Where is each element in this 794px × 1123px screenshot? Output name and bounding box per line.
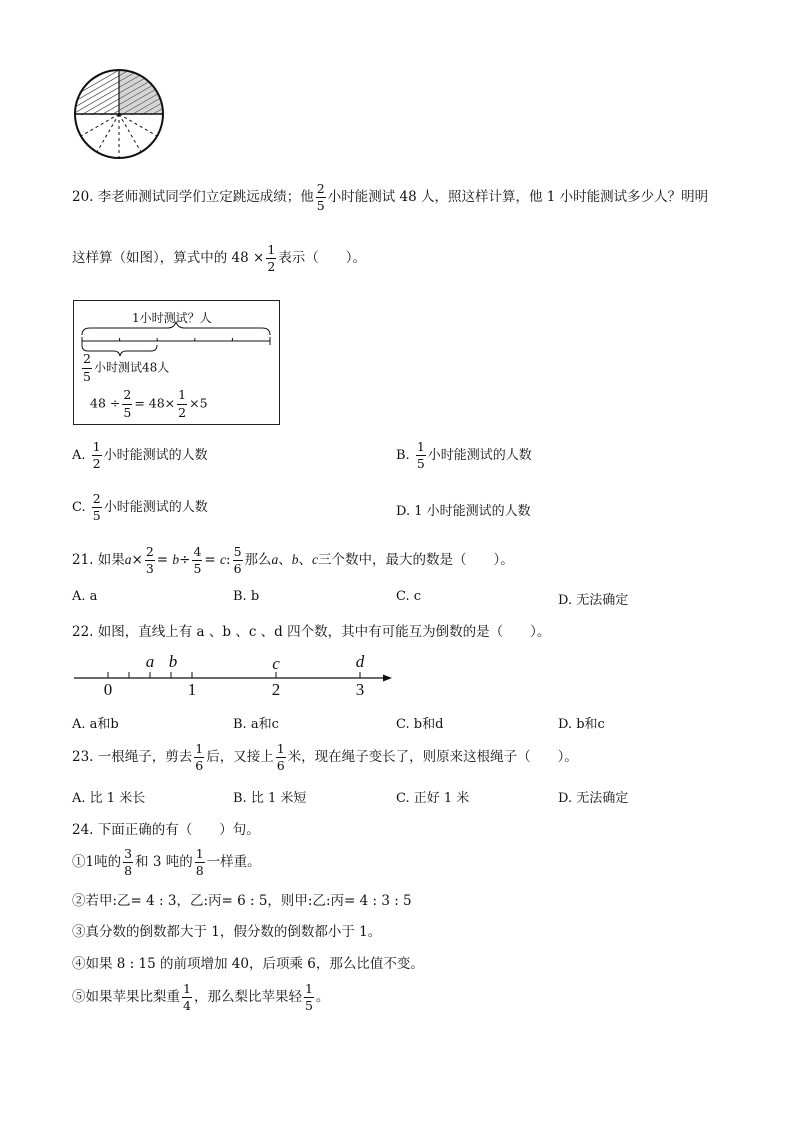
q23-option-d[interactable]: D. 无法确定: [558, 791, 629, 806]
tick-label-0: 0: [103, 680, 113, 699]
q24-statement-4: ④如果 8 : 15 的前项增加 40，后项乘 6，那么比值不变。: [72, 956, 424, 972]
fraction: $\frac{1}{2}$: [92, 438, 101, 471]
tick-label-3: 3: [355, 680, 365, 699]
q20-diagram-box: [73, 300, 280, 425]
q23-stem: 23. 一根绳子，剪去 $\frac{1}{6}$ 后，又接上 $\frac{1}{6}$ 米，现在绳子变长了，则原来这根绳子（ ）。: [72, 740, 578, 773]
point-label-d: d: [355, 652, 365, 671]
fraction: $\frac{2}{5}$: [83, 351, 91, 384]
box-equation: 48 ÷ $\frac{2}{5}$ = 48× $\frac{1}{2}$ ×5: [90, 387, 208, 420]
fraction: $\frac{1}{8}$: [195, 845, 204, 878]
segment-diagram: [74, 301, 279, 361]
circle-figure: [72, 68, 168, 162]
q23-option-a[interactable]: A. 比 1 米长: [72, 791, 146, 806]
q22-option-a[interactable]: A. a和b: [72, 717, 119, 732]
fraction: $\frac{1}{4}$: [183, 980, 191, 1013]
q21-option-a[interactable]: A. a: [72, 589, 98, 604]
fraction: $\frac{1}{6}$: [195, 740, 204, 773]
q24-statement-3: ③真分数的倒数都大于 1，假分数的倒数都小于 1。: [72, 924, 382, 940]
point-label-b: b: [168, 652, 178, 671]
box-top-label: 1小时测试？人: [132, 311, 212, 325]
tick-label-2: 2: [271, 680, 281, 699]
number-line: [70, 650, 400, 700]
q22-option-d[interactable]: D. b和c: [558, 717, 605, 732]
q23-option-b[interactable]: B. 比 1 米短: [233, 791, 307, 806]
q20-option-d[interactable]: D. 1 小时能测试的人数: [396, 504, 531, 519]
fraction: $\frac{2}{5}$: [316, 180, 325, 213]
q21-stem: 21. 如果a× $\frac{2}{3}$ = b÷ $\frac{4}{5}$ = c: $\frac{5}{6}$ 那么a、b、c三个数中，最大的数是（ ）。: [72, 543, 514, 576]
q23-option-c[interactable]: C. 正好 1 米: [396, 791, 470, 806]
q21-option-d[interactable]: D. 无法确定: [558, 593, 629, 608]
q22-option-b[interactable]: B. a和c: [233, 717, 279, 732]
fraction: $\frac{2}{3}$: [145, 543, 154, 576]
q21-option-c[interactable]: C. c: [396, 589, 422, 604]
fraction: $\frac{3}{8}$: [124, 845, 133, 878]
q20-line2: 这样算（如图），算式中的 48 × $\frac{1}{2}$ 表示（ ）。: [72, 241, 367, 274]
fraction: $\frac{5}{6}$: [233, 543, 242, 576]
fraction: $\frac{4}{5}$: [193, 543, 202, 576]
q22-stem: 22. 如图，直线上有 a 、b 、c 、d 四个数，其中有可能互为倒数的是（ ）。: [72, 624, 551, 640]
fraction: $\frac{1}{6}$: [276, 740, 285, 773]
q24-statement-5: ⑤如果苹果比梨重 $\frac{1}{4}$ ，那么梨比苹果轻 $\frac{1}{5}$ 。: [72, 980, 330, 1013]
point-label-c: c: [272, 654, 280, 673]
q20-option-a[interactable]: A. $\frac{1}{2}$ 小时能测试的人数: [72, 438, 208, 471]
q20-option-c[interactable]: C. $\frac{2}{5}$ 小时能测试的人数: [72, 490, 208, 523]
fraction: $\frac{2}{5}$: [92, 490, 101, 523]
q22-option-c[interactable]: C. b和d: [396, 717, 444, 732]
q24-statement-2: ②若甲:乙= 4 : 3，乙:丙= 6 : 5，则甲:乙:丙= 4 : 3 : 5: [72, 893, 412, 909]
fraction: $\frac{1}{5}$: [304, 980, 313, 1013]
point-label-a: a: [145, 652, 155, 671]
q24-stem: 24. 下面正确的有（ ）句。: [72, 822, 260, 838]
tick-label-1: 1: [187, 680, 197, 699]
q21-option-b[interactable]: B. b: [233, 589, 260, 604]
fraction: $\frac{1}{2}$: [178, 387, 187, 420]
fraction: $\frac{1}{5}$: [416, 438, 425, 471]
q24-statement-1: ①1吨的 $\frac{3}{8}$ 和 3 吨的 $\frac{1}{8}$ 一样重。: [72, 845, 261, 878]
q20-option-b[interactable]: B. $\frac{1}{5}$ 小时能测试的人数: [396, 438, 532, 471]
fraction: $\frac{1}{2}$: [267, 241, 276, 274]
box-side-label: $\frac{2}{5}$ 小时测试48人: [83, 351, 170, 384]
fraction: $\frac{2}{5}$: [123, 387, 132, 420]
q20-line1: 20. 李老师测试同学们立定跳远成绩；他 $\frac{2}{5}$ 小时能测试 48 人，照这样计算，他 1 小时能测试多少人？明明: [72, 180, 709, 213]
